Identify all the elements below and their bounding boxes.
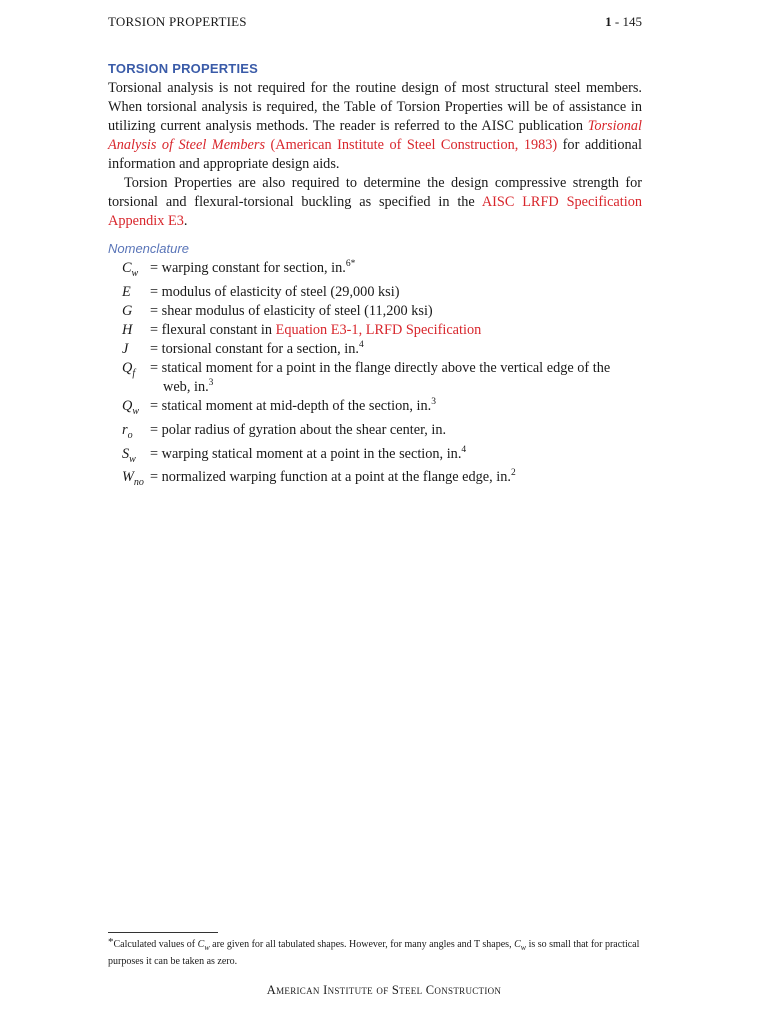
running-title: TORSION PROPERTIES [108,14,247,29]
publisher-name: American Institute of Steel Construction [266,983,502,997]
page-number-prefix: 1 [605,14,612,29]
intro-text-a: Torsional analysis is not required for the routine design of most structural steel members. When torsional analysis is required, the Table of Torsion Properties will be of assistance in utilizing current analysis methods. The reader is referred to the AISC publication [108,80,642,134]
appendix-e3-link[interactable]: AISC LRFD Specification Appendix E3 [108,194,642,229]
nomenclature-item-e [122,283,642,302]
definition: = statical moment at mid-depth of the section, in.$^3$ [150,397,436,414]
nomenclature-item-sw [122,445,642,469]
intro-text-b: for additional information and appropriate design aids. [108,137,642,172]
nomenclature-heading: Nomenclature [108,241,189,256]
page-footer [0,983,768,998]
symbol: H [122,321,133,338]
nomenclature-item-cw [122,259,642,283]
running-header [108,14,642,32]
symbol: E [122,283,131,300]
publication-link-rest[interactable]: (American Institute of Steel Construction, 1983) [265,137,558,153]
symbol: $Q_f$ [122,359,136,379]
definition: = shear modulus of elasticity of steel (11,200 ksi) [150,302,433,319]
symbol: $Q_w$ [122,397,139,417]
second-text-a: Torsion Properties are also required to determine the design compressive strength for torsional and flexural-torsional buckling as specified in the [108,175,642,210]
publication-link-title[interactable]: Torsional Analysis of Steel Members [108,118,642,153]
intro-paragraph [108,79,642,174]
second-paragraph [108,174,642,231]
definition: = torsional constant for a section, in.$^4$ [150,340,364,357]
nomenclature-item-j [122,340,642,359]
page-number [605,14,642,30]
symbol: $C_w$ [122,260,139,279]
nomenclature-item-ro [122,421,642,445]
definition: = polar radius of gyration about the shear center, in. [150,421,447,438]
definition: = modulus of elasticity of steel (29,000 ksi) [150,283,400,300]
definition: = normalized warping function at a point at the flange edge, in.$^2$ [150,468,516,486]
second-text-b: . [183,213,188,229]
page-number-suffix: - 145 [614,14,642,29]
equation-e3-1-link[interactable]: Equation E3-1, LRFD Specification [275,321,482,338]
nomenclature-item-wno [122,468,642,492]
symbol: $r_o$ [122,421,133,441]
nomenclature-item-g [122,302,642,321]
footnote-divider [108,932,218,933]
symbol: $S_w$ [122,445,136,465]
footnote: *Calculated values of $C_w$ are given for all tabulated shapes. However, for many angles and T shapes, $C_w$ is so small that for practical purposes it can be taken as zero. [108,936,640,967]
nomenclature-list [122,259,642,492]
nomenclature-item-h [122,321,642,340]
section-title: TORSION PROPERTIES [108,61,258,76]
nomenclature-item-qf [122,359,642,397]
symbol: J [122,340,129,357]
nomenclature-item-qw [122,397,642,421]
definition: = flexural constant in Equation E3-1, LRFD Specification [150,321,482,338]
definition: = statical moment for a point in the flange directly above the vertical edge of the web, in.$^3$ [150,359,611,395]
symbol: $W_{no}$ [122,469,144,489]
symbol: G [122,302,133,319]
footnote-mark: * [108,936,114,948]
definition: = warping constant for section, in.$^{6*}$ [150,259,356,276]
definition: = warping statical moment at a point in the section, in.$^4$ [150,444,467,462]
